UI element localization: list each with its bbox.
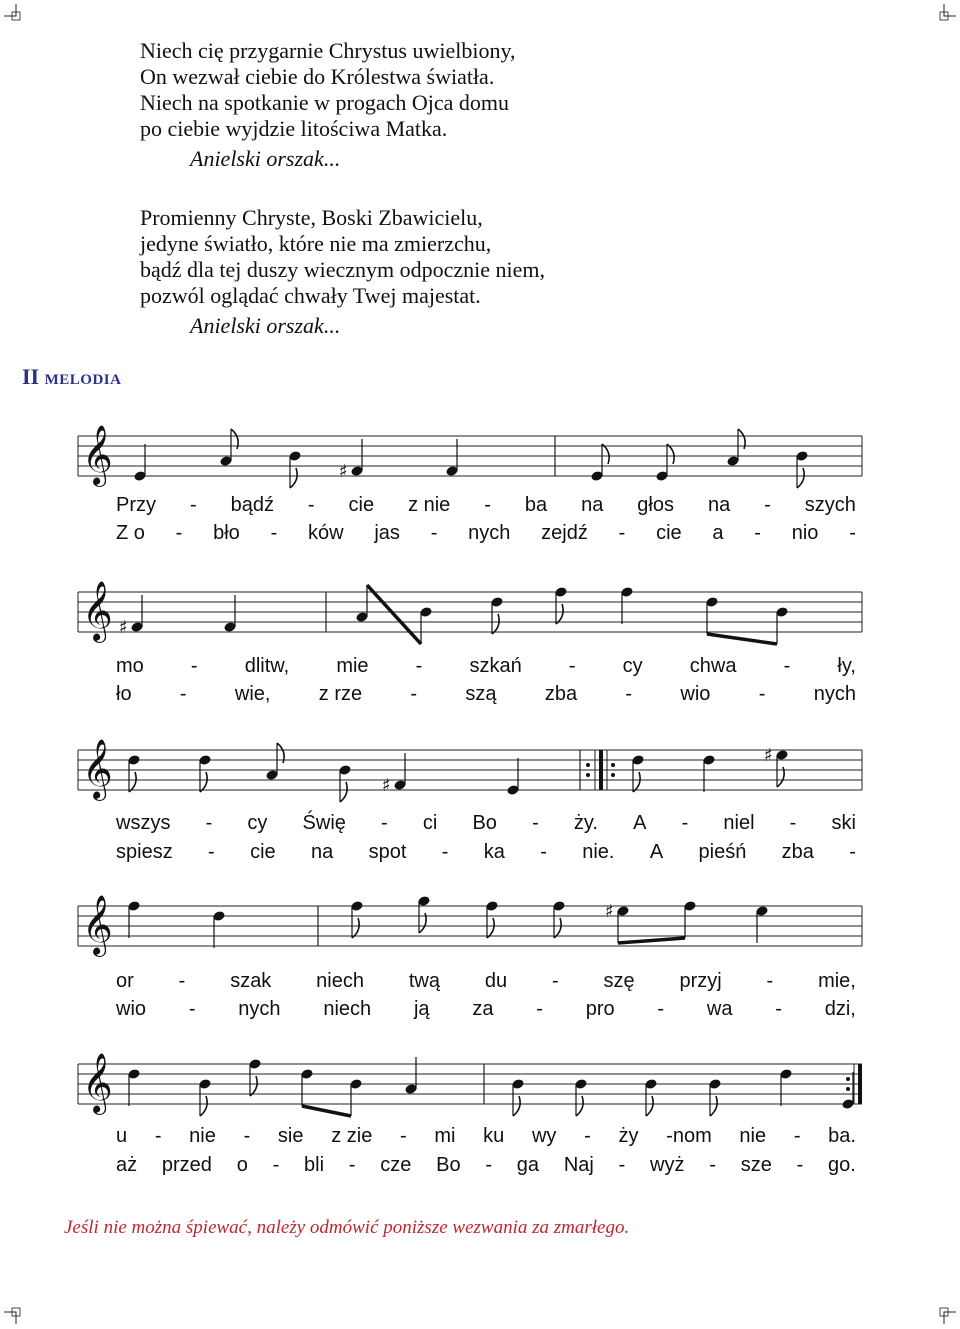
lyric-syllable: -	[205, 812, 213, 834]
beam	[302, 1106, 351, 1116]
lyric-syllable: bądź	[230, 494, 274, 516]
lyric-syllable: niel	[723, 812, 755, 834]
lyric-syllable: cie	[656, 522, 682, 544]
lyric-syllable: -	[485, 1154, 493, 1176]
lyric-syllable: -	[154, 1125, 162, 1147]
note	[349, 1078, 362, 1116]
lyric-syllable: twą	[408, 970, 440, 992]
lyric-syllable: -	[793, 1125, 801, 1147]
lyric-syllable: -	[381, 812, 388, 834]
lyric-syllable: -	[657, 998, 665, 1020]
repeat-dot	[846, 1077, 850, 1081]
lyric-syllable: ży	[618, 1125, 639, 1147]
lyric-syllable: -	[410, 683, 418, 705]
lyric-syllable: -	[272, 1154, 280, 1176]
repeat-bar	[599, 750, 603, 790]
lyric-syllable: Z o	[116, 522, 145, 544]
lyric-syllable: -	[307, 494, 315, 516]
lyric-syllable: ka	[483, 841, 505, 863]
lyric-syllable: jas	[374, 522, 400, 544]
lyric-syllable: szą	[465, 683, 497, 705]
note	[133, 444, 146, 482]
lyrics-line	[116, 841, 856, 864]
repeat-dot	[611, 763, 615, 767]
lyric-syllable: wio	[680, 683, 711, 705]
lyric-syllable: szę	[603, 970, 635, 992]
note	[355, 585, 368, 623]
lyric-syllable: -	[625, 683, 633, 705]
lyric-syllable: głos	[637, 494, 674, 516]
lyric-syllable: nie.	[582, 841, 615, 863]
lyric-syllable: pro	[585, 998, 615, 1020]
lyric-syllable: -	[484, 494, 491, 516]
lyric-syllable: na	[310, 841, 334, 863]
lyric-syllable: Świę	[302, 812, 346, 834]
lyric-syllable: przed	[161, 1154, 212, 1176]
lyric-syllable: -	[764, 494, 771, 516]
lyric-syllable: ków	[308, 522, 344, 544]
note	[775, 606, 788, 644]
sharp-icon: ♯	[764, 745, 773, 766]
note	[705, 596, 718, 634]
lyric-syllable: mi	[434, 1125, 456, 1147]
treble-clef-icon: 𝄞	[82, 1053, 113, 1113]
stanza-1	[140, 38, 516, 172]
treble-clef-icon: 𝄞	[82, 739, 113, 799]
lyric-syllable: -	[415, 655, 423, 677]
lyric-syllable: -	[849, 522, 856, 544]
lyric-syllable: nych	[238, 998, 281, 1020]
lyric-syllable: pieśń	[698, 841, 747, 863]
lyric-syllable: wa	[706, 998, 733, 1020]
repeat-dot	[611, 773, 615, 777]
lyric-syllable: z nie	[408, 494, 451, 516]
lyric-syllable: -	[536, 998, 543, 1020]
lyric-syllable: nych	[468, 522, 511, 544]
lyric-syllable: spiesz	[116, 841, 173, 863]
lyric-syllable: -	[348, 1154, 356, 1176]
lyric-syllable: cze	[380, 1154, 412, 1176]
note	[130, 595, 143, 633]
final-bar	[858, 1064, 862, 1104]
lyric-syllable: -	[766, 970, 774, 992]
treble-clef-icon: 𝄞	[82, 895, 113, 955]
note	[127, 900, 140, 938]
lyric-syllable: -	[758, 683, 766, 705]
lyric-syllable: -	[789, 812, 797, 834]
heading-roman: II	[22, 364, 40, 389]
note	[574, 1078, 587, 1116]
stanza-line: bądź dla tej duszy wiecznym odpocznie niem,	[140, 257, 546, 282]
lyric-syllable: wy	[531, 1125, 557, 1147]
lyric-syllable: cy	[247, 812, 268, 834]
lyric-syllable: -nom	[666, 1125, 712, 1147]
lyric-syllable: bło	[213, 522, 240, 544]
lyric-syllable: Bo	[436, 1154, 461, 1176]
note	[506, 758, 519, 796]
lyric-syllable: -	[551, 970, 559, 992]
lyric-syllable: wszys	[116, 812, 171, 834]
stanza-line: pozwól oglądać chwały Twej majestat.	[140, 283, 481, 308]
lyric-syllable: Przy	[116, 494, 156, 516]
note	[511, 1078, 524, 1116]
lyrics-line	[116, 1125, 856, 1148]
lyric-syllable: A	[649, 841, 664, 863]
lyric-syllable: -	[400, 1125, 407, 1147]
note	[350, 900, 363, 938]
sharp-icon: ♯	[339, 461, 348, 482]
lyric-syllable: dzi,	[824, 998, 856, 1020]
lyric-syllable: chwa	[689, 655, 737, 677]
note	[552, 900, 565, 938]
note	[127, 754, 140, 792]
stanza-line: Niech cię przygarnie Chrystus uwielbiony,	[140, 38, 516, 63]
stanza-line: po ciebie wyjdzie litościwa Matka.	[140, 116, 448, 141]
note	[223, 595, 236, 633]
lyric-syllable: sie	[277, 1125, 304, 1147]
lyric-syllable: nych	[813, 683, 856, 705]
lyric-syllable: wio	[116, 998, 147, 1020]
lyric-syllable: go.	[828, 1154, 856, 1176]
lyric-syllable: a	[712, 522, 724, 544]
lyric-syllable: -	[179, 683, 187, 705]
note	[644, 1078, 657, 1116]
lyric-syllable: o	[236, 1154, 248, 1176]
repeat-dot	[586, 763, 590, 767]
lyric-syllable: niech	[316, 970, 364, 992]
repeat-dot	[586, 773, 590, 777]
lyric-syllable: -	[270, 522, 278, 544]
note	[755, 905, 768, 943]
lyric-syllable: z zie	[331, 1125, 373, 1147]
note	[554, 586, 567, 624]
treble-clef-icon: 𝄞	[82, 581, 113, 641]
sharp-icon: ♯	[605, 901, 614, 922]
crop-mark-top-right	[930, 4, 956, 30]
lyric-syllable: sze	[740, 1154, 772, 1176]
lyric-syllable: za	[472, 998, 494, 1020]
lyric-syllable: -	[190, 655, 198, 677]
lyric-syllable: -	[430, 522, 438, 544]
note	[775, 749, 788, 787]
lyric-syllable: mie	[336, 655, 369, 677]
lyric-syllable: ży.	[573, 812, 598, 834]
lyric-syllable: z rze	[318, 683, 363, 705]
stanza-line: Niech na spotkanie w progach Ojca domu	[140, 90, 509, 115]
note	[445, 439, 458, 477]
stanza-2	[140, 205, 545, 339]
lyric-syllable: -	[175, 522, 183, 544]
lyric-syllable: -	[540, 841, 547, 863]
lyric-syllable: -	[188, 998, 196, 1020]
lyric-syllable: -	[243, 1125, 251, 1147]
beam	[618, 938, 685, 943]
note	[485, 900, 498, 938]
lyric-syllable: szych	[804, 494, 856, 516]
lyric-syllable: szkań	[469, 655, 522, 677]
lyric-syllable: -	[532, 812, 539, 834]
note	[490, 596, 503, 634]
lyric-syllable: na	[707, 494, 731, 516]
lyric-syllable: -	[783, 655, 791, 677]
lyrics-line	[116, 522, 856, 545]
note	[404, 1057, 417, 1095]
note	[616, 905, 629, 943]
note	[683, 900, 696, 938]
lyric-syllable: dlitw,	[244, 655, 290, 677]
lyric-syllable: wyż	[650, 1154, 685, 1176]
lyric-syllable: -	[208, 841, 215, 863]
stanza-line: Promienny Chryste, Boski Zbawicielu,	[140, 205, 483, 230]
note	[338, 764, 351, 802]
sharp-icon: ♯	[119, 617, 128, 638]
lyric-syllable: ba.	[828, 1125, 856, 1147]
lyric-syllable: -	[189, 494, 197, 516]
note	[419, 606, 432, 644]
note	[417, 895, 430, 933]
lyric-syllable: niech	[323, 998, 372, 1020]
lyric-syllable: bli	[304, 1154, 325, 1176]
lyric-syllable: or	[116, 970, 134, 992]
lyric-syllable: ją	[413, 998, 430, 1020]
lyric-syllable: nie	[739, 1125, 767, 1147]
lyric-syllable: ba	[524, 494, 548, 516]
lyrics-line	[116, 812, 856, 835]
lyric-syllable: spot	[368, 841, 407, 863]
note	[265, 743, 284, 781]
note	[350, 439, 363, 477]
note	[702, 754, 715, 792]
lyric-syllable: aż	[116, 1154, 138, 1176]
stanza-line: jedyne światło, które nie ma zmierzchu,	[140, 231, 492, 256]
note	[300, 1068, 313, 1106]
lyric-syllable: ski	[831, 812, 856, 834]
lyric-syllable: ci	[422, 812, 438, 834]
stanza-line: On wezwał ciebie do Królestwa światła.	[140, 64, 495, 89]
lyric-syllable: -	[796, 1154, 804, 1176]
lyric-syllable: ło	[116, 683, 132, 705]
lyric-syllable: Naj	[563, 1154, 594, 1176]
lyrics-line	[116, 655, 856, 678]
crop-mark-bottom-left	[4, 1298, 30, 1324]
lyric-syllable: ga	[516, 1154, 540, 1176]
lyric-syllable: -	[754, 522, 761, 544]
heading-label: MELODIA	[44, 372, 122, 388]
sharp-icon: ♯	[382, 775, 391, 796]
refrain-cue: Anielski orszak...	[190, 146, 341, 171]
crop-mark-top-left	[4, 4, 30, 30]
lyric-syllable: u	[116, 1125, 128, 1147]
lyric-syllable: -	[441, 841, 449, 863]
lyric-syllable: nio	[791, 522, 819, 544]
note	[795, 450, 808, 488]
lyric-syllable: du	[484, 970, 508, 992]
lyric-syllable: -	[178, 970, 186, 992]
lyric-syllable: -	[709, 1154, 716, 1176]
beam	[707, 634, 777, 644]
note	[708, 1078, 721, 1116]
repeat-dot	[846, 1087, 850, 1091]
note	[393, 753, 406, 791]
lyric-syllable: przyj	[679, 970, 722, 992]
lyric-syllable: ku	[483, 1125, 505, 1147]
lyric-syllable: cy	[622, 655, 643, 677]
lyrics-line	[116, 970, 856, 993]
lyric-syllable: szak	[230, 970, 272, 992]
treble-clef-icon: 𝄞	[82, 425, 113, 485]
note	[212, 910, 225, 948]
note	[198, 1078, 211, 1116]
lyric-syllable: mie,	[818, 970, 856, 992]
lyric-syllable: -	[568, 655, 576, 677]
lyric-syllable: wie,	[234, 683, 271, 705]
lyric-syllable: ły,	[837, 655, 856, 677]
lyrics-line	[116, 683, 856, 706]
note	[631, 754, 644, 792]
lyric-syllable: -	[618, 522, 626, 544]
lyric-syllable: A	[633, 812, 647, 834]
note	[248, 1058, 261, 1096]
footer-note: Jeśli nie można śpiewać, należy odmówić poniższe wezwania za zmarłego.	[64, 1217, 630, 1238]
lyric-syllable: -	[775, 998, 782, 1020]
lyrics-line	[116, 1154, 856, 1177]
lyric-syllable: zejdź	[541, 522, 588, 544]
refrain-cue: Anielski orszak...	[190, 313, 341, 338]
note	[726, 429, 745, 467]
note	[779, 1068, 792, 1106]
note	[288, 450, 301, 488]
note	[620, 586, 633, 624]
lyric-syllable: zba	[544, 683, 578, 705]
note	[219, 429, 238, 467]
lyrics-line	[116, 998, 856, 1021]
lyric-syllable: cie	[250, 841, 276, 863]
lyric-syllable: -	[681, 812, 689, 834]
lyric-syllable: nie	[189, 1125, 216, 1147]
lyric-syllable: -	[849, 841, 856, 863]
lyric-syllable: zba	[781, 841, 814, 863]
beam	[367, 585, 421, 644]
lyric-syllable: na	[581, 494, 604, 516]
note	[127, 1068, 140, 1106]
lyric-syllable: Bo	[472, 812, 497, 834]
lyrics-line	[116, 494, 856, 517]
lyric-syllable: -	[618, 1154, 626, 1176]
lyric-syllable: cie	[348, 494, 375, 516]
crop-mark-bottom-right	[930, 1298, 956, 1324]
section-heading	[22, 364, 121, 390]
lyric-syllable: mo	[116, 655, 144, 677]
note	[198, 754, 211, 792]
lyric-syllable: -	[584, 1125, 591, 1147]
